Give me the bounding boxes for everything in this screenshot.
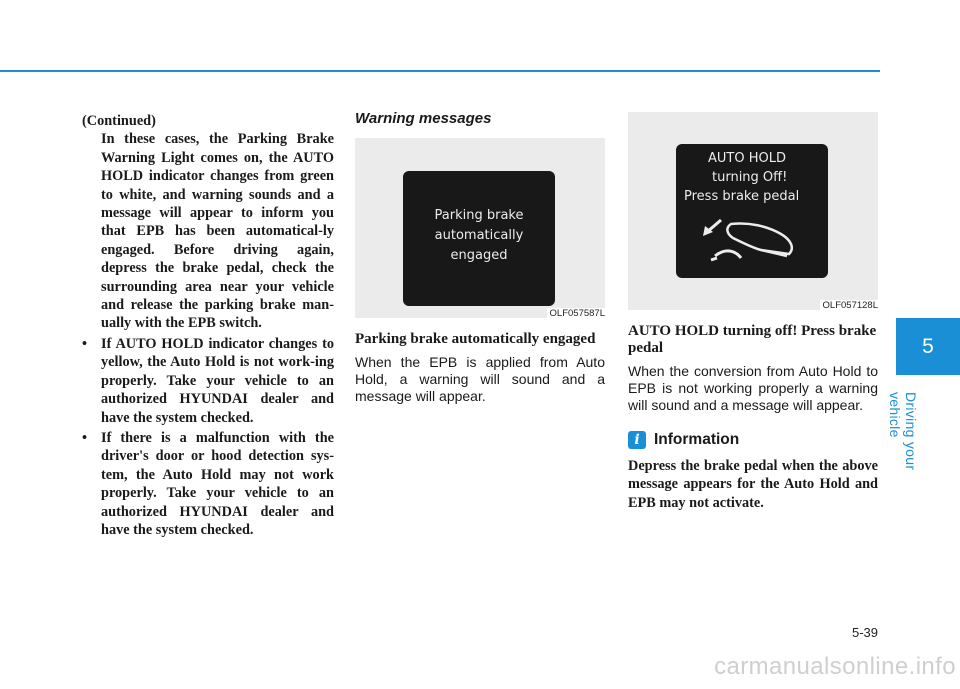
display-line: turning Off! (712, 170, 788, 185)
information-label: Information (654, 431, 740, 448)
display-line: AUTO HOLD (708, 151, 786, 166)
figure-auto-hold-message (628, 112, 878, 310)
bullet-mark: • (82, 335, 88, 352)
figure-code: OLF057587L (547, 308, 605, 320)
section-title: Warning messages (355, 110, 492, 127)
brake-pedal-press-icon (701, 212, 805, 268)
display-message (403, 206, 555, 266)
display-line: Parking brake (434, 208, 524, 223)
bullet-text: If AUTO HOLD indicator changes to yellow, the Auto Hold is not work-ing properly. Take your vehicle to an authorized HYUNDAI dealer and have the system checked. (101, 335, 334, 426)
chapter-number: 5 (922, 335, 934, 358)
display-line: Press brake pedal (684, 189, 800, 204)
message-description: When the EPB is applied from Auto Hold, a warning will sound and a message will appear. (355, 354, 605, 404)
bullet-text: If there is a malfunction with the driver's door or hood detection sys-tem, the Auto Hold may not work properly. Take your vehicle to an authorized HYUNDAI dealer and have the system checked. (101, 429, 334, 538)
chapter-tab[interactable] (896, 318, 960, 375)
continued-label: (Continued) (82, 113, 156, 129)
bullet-door-hood-malfunction (82, 429, 334, 539)
right-column (628, 112, 878, 512)
chapter-label: Driving your vehicle (887, 392, 919, 471)
header-rule (0, 70, 880, 72)
watermark[interactable]: carmanualsonline.info (714, 653, 956, 680)
cluster-display (403, 171, 555, 306)
bullet-auto-hold-yellow (82, 335, 334, 427)
display-message (676, 149, 828, 206)
information-icon: i (628, 431, 646, 449)
middle-column (355, 110, 605, 405)
information-header (628, 431, 878, 449)
display-line: engaged (450, 248, 508, 263)
figure-code: OLF057128L (820, 300, 878, 312)
message-heading: AUTO HOLD turning off! Press brake pedal (628, 323, 877, 356)
figure-parking-brake-message (355, 138, 605, 318)
display-line: automatically (434, 228, 524, 243)
intro-paragraph: In these cases, the Parking Brake Warning Light comes on, the AUTO HOLD indicator changes from green to white, and warning sounds and a message will appear to inform you that EPB has been automatical-ly engaged. Before driving again, depress the brake pedal, check the surrounding area near your vehicle and release the parking brake man-ually with the EPB switch. (101, 131, 334, 332)
bullet-mark: • (82, 429, 88, 446)
message-description: When the conversion from Auto Hold to EPB is not working properly a warning will sound and a message will appear. (628, 363, 878, 413)
information-text: Depress the brake pedal when the above message appears for the Auto Hold and EPB may not activate. (628, 458, 878, 511)
message-heading: Parking brake automatically engaged (355, 331, 596, 347)
left-column (82, 112, 334, 539)
cluster-display (676, 144, 828, 278)
page-number: 5-39 (851, 625, 878, 640)
